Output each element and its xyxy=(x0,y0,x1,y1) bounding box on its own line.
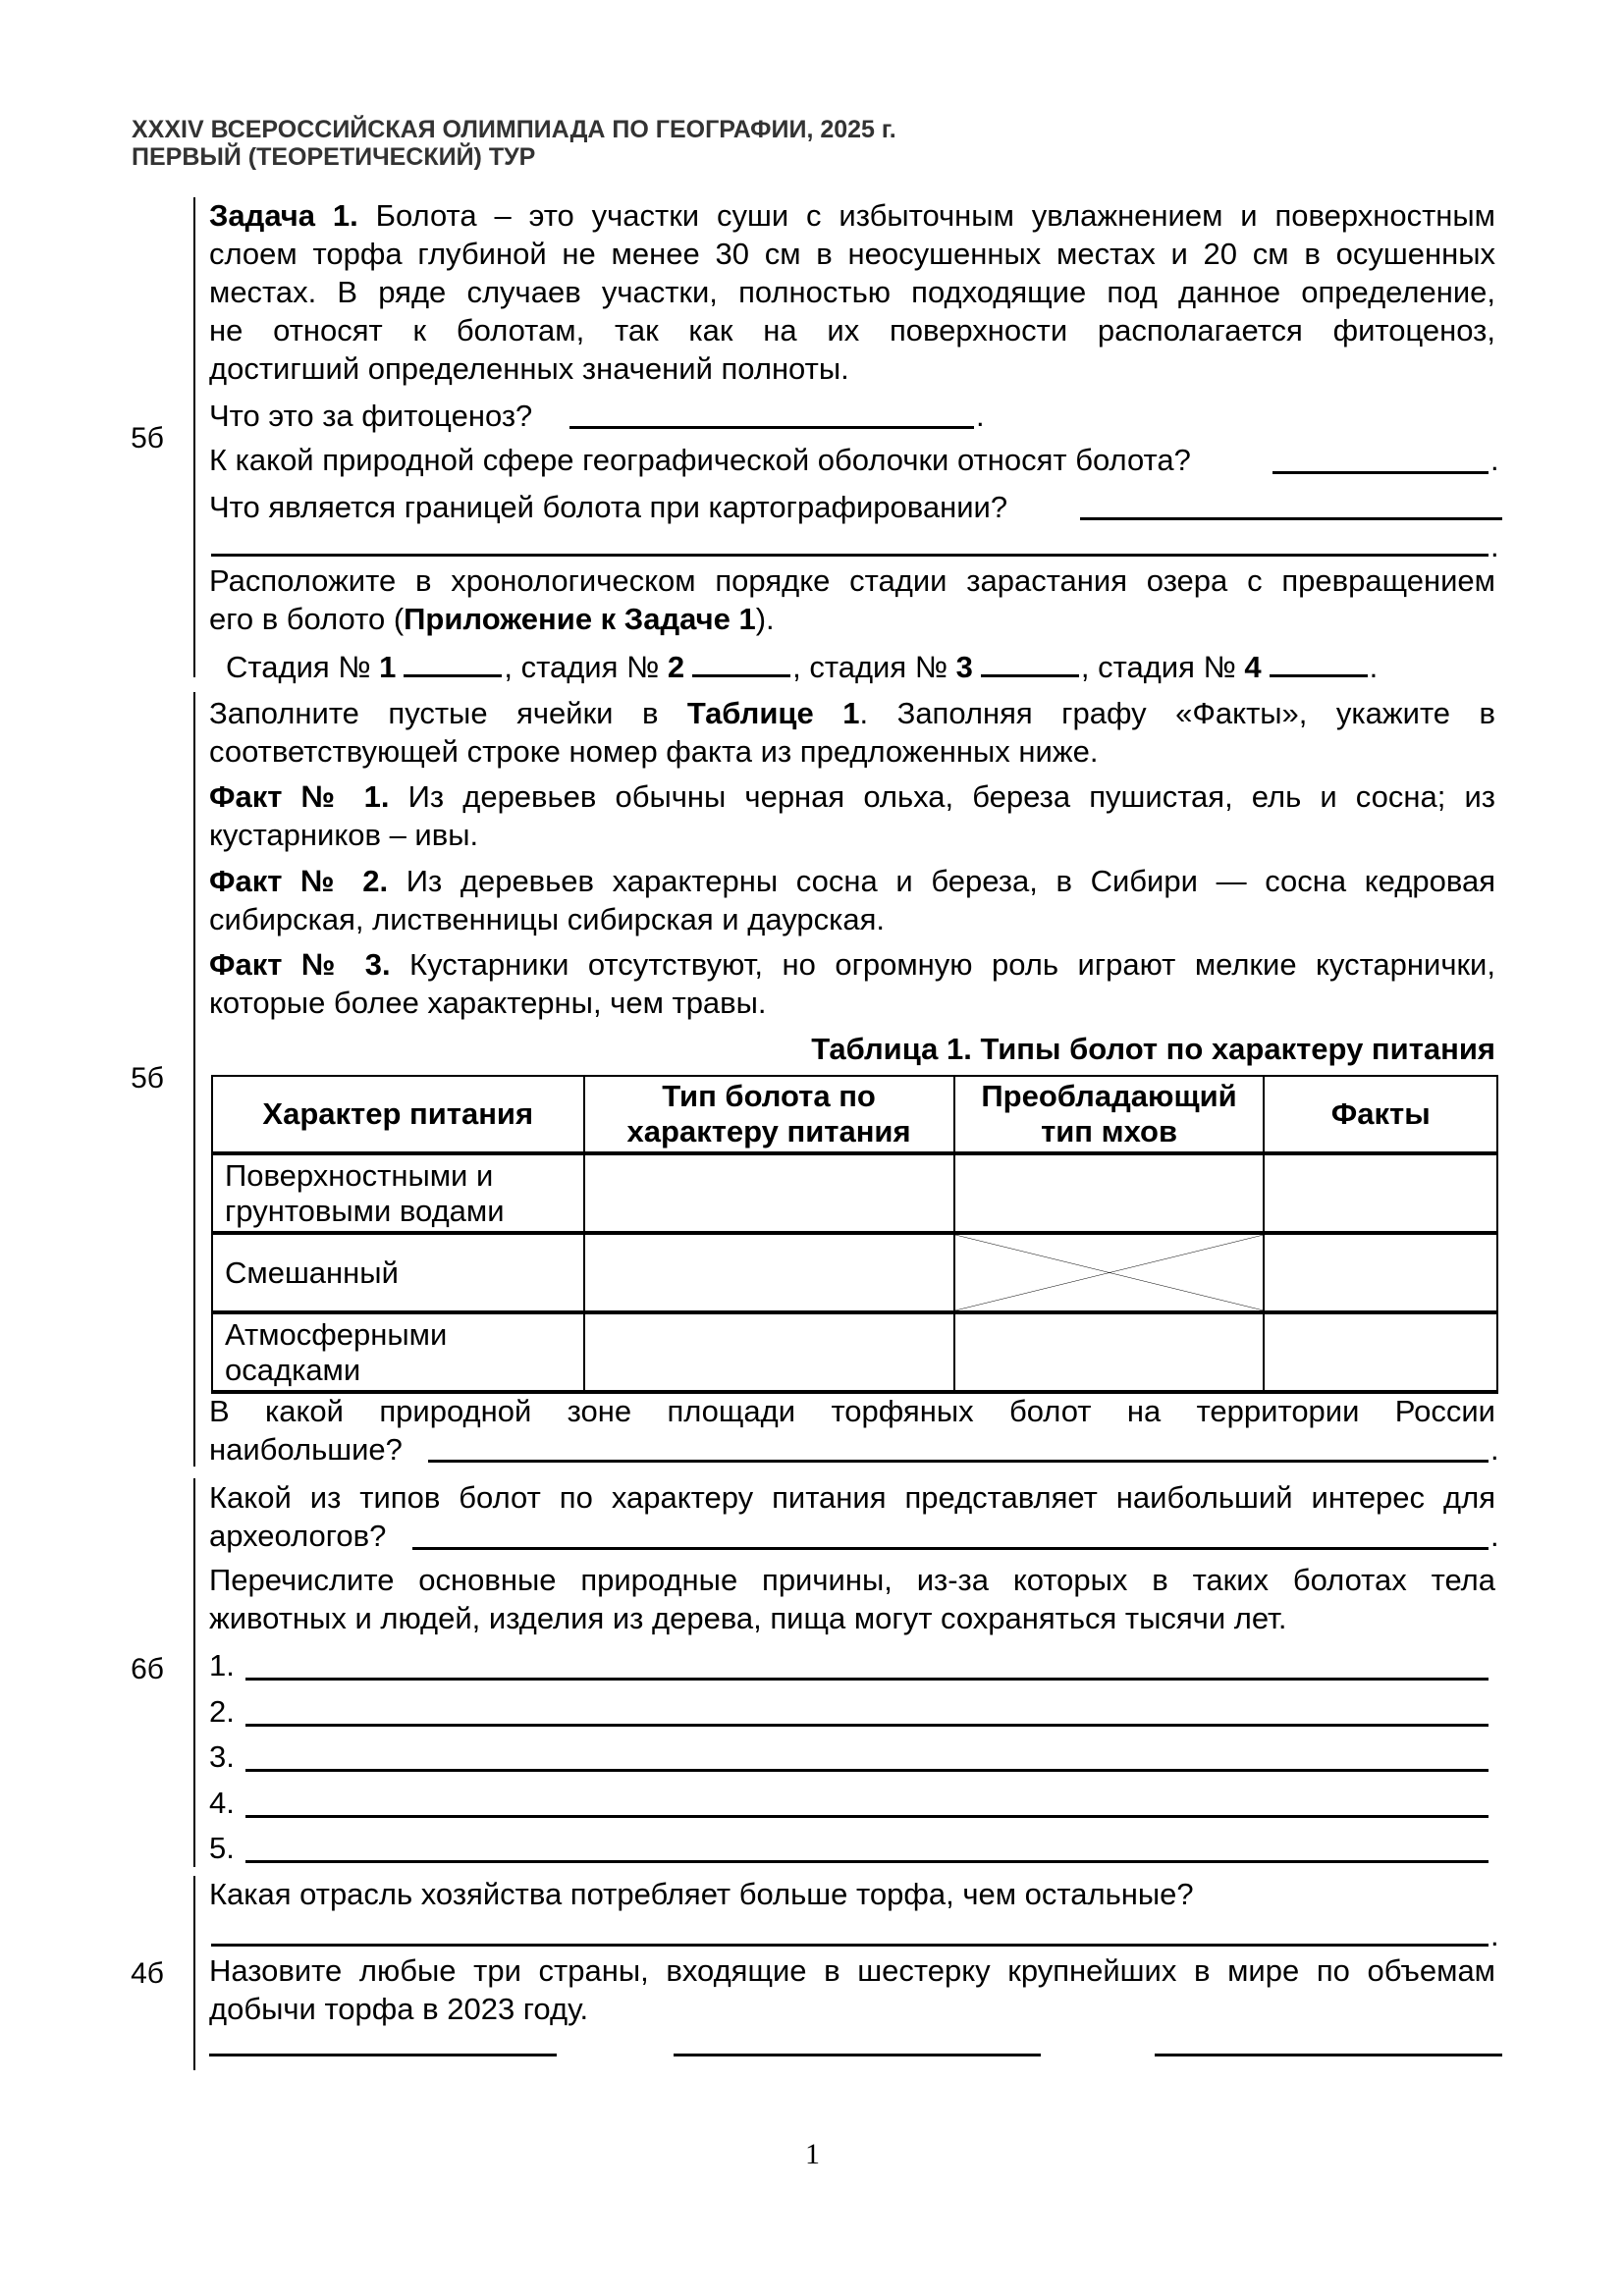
col-header-facts: Факты xyxy=(1264,1076,1497,1153)
fact-3-label: Факт № 3. xyxy=(209,947,391,982)
cell-moss-type-input[interactable] xyxy=(954,1312,1265,1392)
stage-4-field[interactable] xyxy=(1270,645,1368,677)
task-1-intro-line-2: слоем торфа глубиной не менее 30 см в неосушенных местах и 20 см в осушенных xyxy=(209,237,1495,271)
cell-nutrition: Поверхностными и грунтовыми водами xyxy=(212,1153,584,1233)
table-row xyxy=(212,1153,1497,1233)
reason-3-label: 3. xyxy=(209,1739,235,1774)
fact-1-label: Факт № 1. xyxy=(209,779,390,814)
countries-question-line-2: добычи торфа в 2023 году. xyxy=(209,1992,589,2026)
country-1-field[interactable] xyxy=(209,2054,557,2056)
cell-swamp-type-input[interactable] xyxy=(584,1233,954,1312)
section-1-bar xyxy=(193,197,195,677)
answer-archaeology-field[interactable] xyxy=(412,1547,1489,1550)
period: . xyxy=(976,399,985,433)
order-instruction-line-1: Расположите в хронологическом порядке стадии зарастания озера с превращением xyxy=(209,563,1495,598)
reason-2-field[interactable] xyxy=(245,1724,1489,1727)
answer-industry-field[interactable] xyxy=(211,1944,1489,1947)
stage-2-field[interactable] xyxy=(692,645,790,677)
section-3-points: 6б xyxy=(131,1653,164,1685)
cell-facts-input[interactable] xyxy=(1264,1312,1497,1392)
peat-industry-question: Какая отрасль хозяйства потребляет больше торфа, чем остальные? xyxy=(209,1877,1194,1911)
country-2-field[interactable] xyxy=(674,2054,1041,2056)
col-header-moss-type: Преобладающий тип мхов xyxy=(954,1076,1265,1153)
col-header-nutrition: Характер питания xyxy=(212,1076,584,1153)
olympiad-title: XXXIV ВСЕРОССИЙСКАЯ ОЛИМПИАДА ПО ГЕОГРАФИИ, 2025 г. xyxy=(132,116,896,143)
question-boundary: Что является границей болота при картографировании? xyxy=(209,490,1008,524)
section-2-points: 5б xyxy=(131,1062,164,1095)
answer-boundary-field-1[interactable] xyxy=(1080,517,1502,520)
cross-out-icon xyxy=(955,1235,1264,1310)
answer-zone-field[interactable] xyxy=(428,1460,1489,1463)
fact-2-line-2: сибирская, лиственницы сибирская и даурская. xyxy=(209,902,885,936)
fact-3-line-2: которые более характерны, чем травы. xyxy=(209,986,767,1020)
reason-2-label: 2. xyxy=(209,1694,235,1729)
stages-line: Стадия № 1 , стадия № 2 , стадия № 3 , стадия № 4 . xyxy=(226,645,1512,686)
table-instruction-line-1: Заполните пустые ячейки в Таблице 1. Заполняя графу «Факты», укажите в xyxy=(209,696,1495,730)
reason-1-label: 1. xyxy=(209,1648,235,1682)
cell-nutrition: Смешанный xyxy=(212,1233,584,1312)
task-1-intro-line-3: местах. В ряде случаев участки, полностью подходящие под данное определение, xyxy=(209,275,1495,309)
cell-facts-input[interactable] xyxy=(1264,1153,1497,1233)
appendix-reference: Приложение к Задаче 1 xyxy=(404,602,756,636)
stage-1-field[interactable] xyxy=(404,645,502,677)
section-4-points: 4б xyxy=(131,1957,164,1990)
archaeology-question-line-1: Какой из типов болот по характеру питания представляет наибольший интерес для xyxy=(209,1480,1495,1515)
fact-2-line-1: Факт № 2. Из деревьев характерны сосна и береза, в Сибири — сосна кедровая xyxy=(209,864,1495,898)
cell-swamp-type-input[interactable] xyxy=(584,1153,954,1233)
question-phytocenosis: Что это за фитоценоз? xyxy=(209,399,533,433)
period: . xyxy=(1490,1519,1499,1553)
cell-moss-type-crossed xyxy=(954,1233,1265,1312)
period: . xyxy=(1490,1918,1499,1952)
section-1-points: 5б xyxy=(131,422,164,454)
reason-4-label: 4. xyxy=(209,1786,235,1820)
fact-3-line-1: Факт № 3. Кустарники отсутствуют, но огромную роль играют мелкие кустарнички, xyxy=(209,947,1495,982)
fact-1-line-2: кустарников – ивы. xyxy=(209,818,479,852)
task-1-intro-line-5: достигший определенных значений полноты. xyxy=(209,351,849,386)
country-3-field[interactable] xyxy=(1155,2054,1502,2056)
period: . xyxy=(1490,529,1499,563)
reason-5-field[interactable] xyxy=(245,1860,1489,1863)
zone-question-line-1: В какой природной зоне площади торфяных болот на территории России xyxy=(209,1394,1495,1428)
table-row xyxy=(212,1312,1497,1392)
archaeology-question-line-2: археологов? xyxy=(209,1519,387,1553)
reason-1-field[interactable] xyxy=(245,1678,1489,1681)
answer-boundary-field-2[interactable] xyxy=(211,554,1489,557)
fact-2-label: Факт № 2. xyxy=(209,864,389,898)
section-4-bar xyxy=(193,1876,195,2070)
zone-question-line-2: наибольшие? xyxy=(209,1432,403,1467)
reasons-question-line-1: Перечислите основные природные причины, из-за которых в таких болотах тела xyxy=(209,1563,1495,1597)
answer-phytocenosis-field[interactable] xyxy=(569,426,974,429)
table-caption: Таблица 1. Типы болот по характеру питания xyxy=(811,1032,1495,1066)
task-1-label: Задача 1. xyxy=(209,198,358,233)
table-header-row xyxy=(212,1076,1497,1153)
period: . xyxy=(1490,1432,1499,1467)
reason-4-field[interactable] xyxy=(245,1815,1489,1818)
period: . xyxy=(1490,443,1499,477)
swamp-types-table xyxy=(211,1075,1498,1394)
task-1-intro-line-1: Задача 1. Болота – это участки суши с избыточным увлажнением и поверхностным xyxy=(209,198,1495,233)
section-3-bar xyxy=(193,1478,195,1867)
fact-1-line-1: Факт № 1. Из деревьев обычны черная ольха, береза пушистая, ель и сосна; из xyxy=(209,779,1495,814)
table-row xyxy=(212,1233,1497,1312)
cell-swamp-type-input[interactable] xyxy=(584,1312,954,1392)
countries-question-line-1: Назовите любые три страны, входящие в шестерку крупнейших в мире по объемам xyxy=(209,1953,1495,1988)
col-header-swamp-type: Тип болота по характеру питания xyxy=(584,1076,954,1153)
reason-5-label: 5. xyxy=(209,1831,235,1865)
task-1-intro-line-4: не относят к болотам, так как на их поверхности располагается фитоценоз, xyxy=(209,313,1495,347)
page-number: 1 xyxy=(805,2138,820,2170)
stage-3-field[interactable] xyxy=(981,645,1079,677)
reasons-question-line-2: животных и людей, изделия из дерева, пища могут сохраняться тысячи лет. xyxy=(209,1601,1287,1635)
cell-facts-input[interactable] xyxy=(1264,1233,1497,1312)
reason-3-field[interactable] xyxy=(245,1769,1489,1772)
round-title: ПЕРВЫЙ (ТЕОРЕТИЧЕСКИЙ) ТУР xyxy=(132,143,536,171)
table-instruction-line-2: соответствующей строке номер факта из предложенных ниже. xyxy=(209,734,1099,769)
answer-sphere-field[interactable] xyxy=(1272,471,1489,474)
cell-moss-type-input[interactable] xyxy=(954,1153,1265,1233)
order-instruction-line-2: его в болото (Приложение к Задаче 1). xyxy=(209,602,775,636)
cell-nutrition: Атмосферными осадками xyxy=(212,1312,584,1392)
section-2-bar xyxy=(193,692,195,1467)
question-sphere: К какой природной сфере географической оболочки относят болота? xyxy=(209,443,1191,477)
